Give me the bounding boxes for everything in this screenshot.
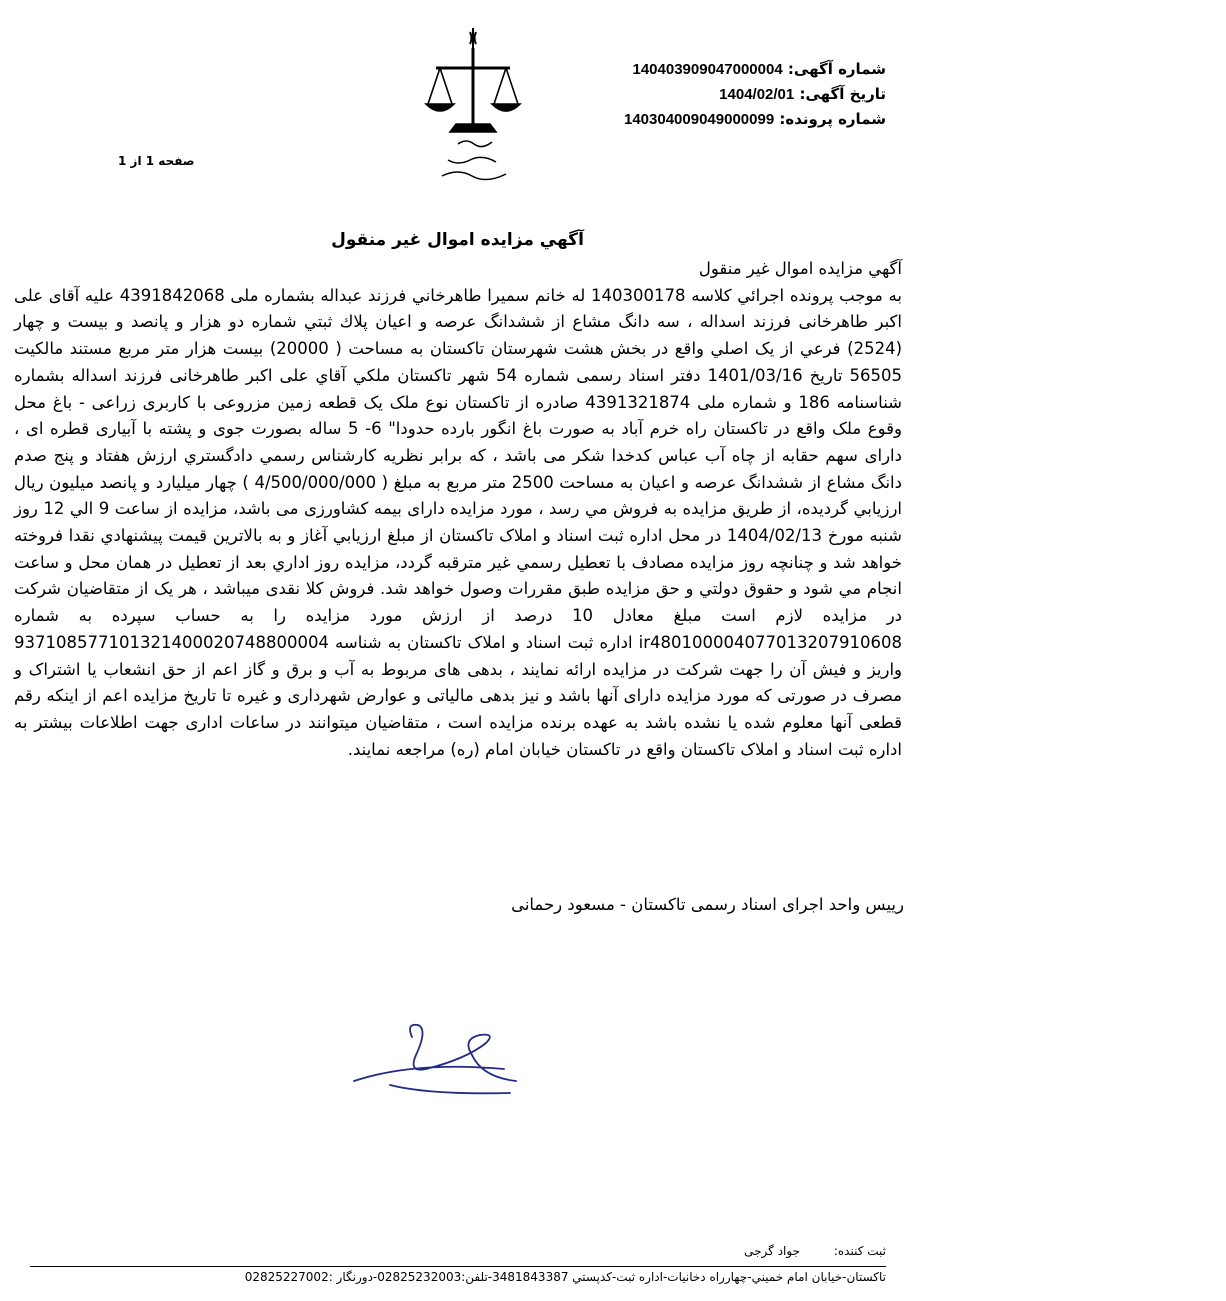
registrar-name: جواد گرجی xyxy=(744,1244,801,1258)
ad-number-label: شماره آگهی: xyxy=(787,60,886,78)
notice-title: آگهي مزايده اموال غير منقول xyxy=(331,230,584,250)
notice-intro: آگهي مزايده اموال غير منقول xyxy=(698,259,902,278)
signer-line: رییس واحد اجرای اسناد رسمی تاکستان - مسعود رحمانی xyxy=(511,895,904,914)
page-number: صفحه 1 از 1 xyxy=(118,154,195,168)
file-number-label: شماره پرونده: xyxy=(779,110,886,128)
registrar-line xyxy=(714,1244,886,1258)
ad-date-label: تاریخ آگهی: xyxy=(799,85,886,103)
emblem-caption-lettering xyxy=(442,141,506,180)
ad-number-line xyxy=(633,60,887,78)
handwritten-signature xyxy=(350,1015,530,1105)
registrar-label: ثبت کننده: xyxy=(833,1244,886,1258)
footer-divider xyxy=(30,1266,886,1267)
ad-date-line xyxy=(719,85,886,103)
judiciary-emblem-logo xyxy=(418,26,528,186)
notice-paragraph: به موجب پرونده اجرائي كلاسه 140300178 له خانم سميرا طاهرخاني فرزند عبداله بشماره ملی 4391842068 علیه آقای علی اکبر طاهرخانی فرزند اسداله ، سه دانگ مشاع از ششدانگ عرصه و اعيان پلاك ثبتي شماره دو هزار و پانصد و بيست و چهار (2524) فرعي از يک اصلي واقع در بخش هشت شهرستان تاکستان به مساحت ( 20000) بيست هزار متر مربع مستند مالکیت 56505 تاریخ 1401/03/16 دفتر اسناد رسمی شماره 54 شهر تاکستان ملكي آقاي علی اکبر طاهرخانی فرزند اسداله بشماره شناسنامه 186 و شماره ملی 4391321874 صادره از تاکستان نوع ملک یک قطعه زمین مزروعی با کاربری زراعی - باغ محل وقوع ملک واقع در تاکستان راه خرم آباد به صورت باغ انگور بارده حدودا" 6- 5 ساله بصورت جوی و پشته با آبیاری قطره ای ، دارای سهم حقابه از چاه آب عباس کدخدا شکر می باشد ، كه برابر نظريه كارشناس رسمي دادگستري ارزش هفتاد و پنج صدم دانگ مشاع از ششدانگ عرصه و اعیان به مساحت 2500 متر مربع به مبلغ ( 4/500/000/000 ) چهار میلیارد و پانصد میلیون ريال ارزيابي گرديده، از طريق مزايده به فروش مي رسد ، مورد مزایده دارای بیمه کشاورزی می باشد، مزايده از ساعت 9 الي 12 روز شنبه مورخ 1404/02/13 در محل اداره ثبت اسناد و املاک تاکستان از مبلغ ارزيابي آغاز و به بالاترين قيمت پيشنهادي نقدا فروخته خواهد شد و چنانچه روز مزايده مصادف با تعطيل رسمي غير مترقبه گردد، مزايده روز اداري بعد از تعطيل در همان محل و ساعت انجام مي شود و حقوق دولتي و حق مزايده طبق مقررات وصول خواهد شد. فروش کلا نقدی میباشد ، هر یک از متقاضیان شرکت در مزایده لازم است مبلغ معادل 10 درصد از ارزش مورد مزایده را به حساب سپرده به شماره ir480100004077013207910608 اداره ثبت اسناد و املاک تاکستان به شناسه 937108577101321400020748800004 واریز و فیش آن را جهت شرکت در مزایده ارائه نمایند ، بدهی های مربوط به آب و برق و گاز اعم از حق انشعاب یا اشتراک و مصرف در صورتی که مورد مزایده دارای آنها باشد و نیز بدهی مالیاتی و عوارض شهرداری و غیره تا تاریخ مزایده اعم از اینکه رقم قطعی آنها معلوم شده یا نشده باشد به عهده برنده مزایده است ، متقاضیان میتوانند در ساعات اداری جهت اطلاعات بیشتر به اداره ثبت اسناد و املاک تاکستان واقع در تاکستان خیابان امام (ره) مراجعه نمایند. xyxy=(14,285,903,759)
footer-address: تاکستان-خيابان امام خميني-چهارراه دخانيات-اداره ثبت-کدپستي 3481843387-تلفن:02825232003-دورنگار :02825227002 xyxy=(244,1270,886,1284)
ad-number-value: 140403909047000004 xyxy=(632,61,783,78)
file-number-line xyxy=(624,110,886,128)
ad-date-value: 1404/02/01 xyxy=(719,86,795,103)
file-number-value: 140304009049000099 xyxy=(624,111,775,128)
notice-body xyxy=(14,256,902,763)
